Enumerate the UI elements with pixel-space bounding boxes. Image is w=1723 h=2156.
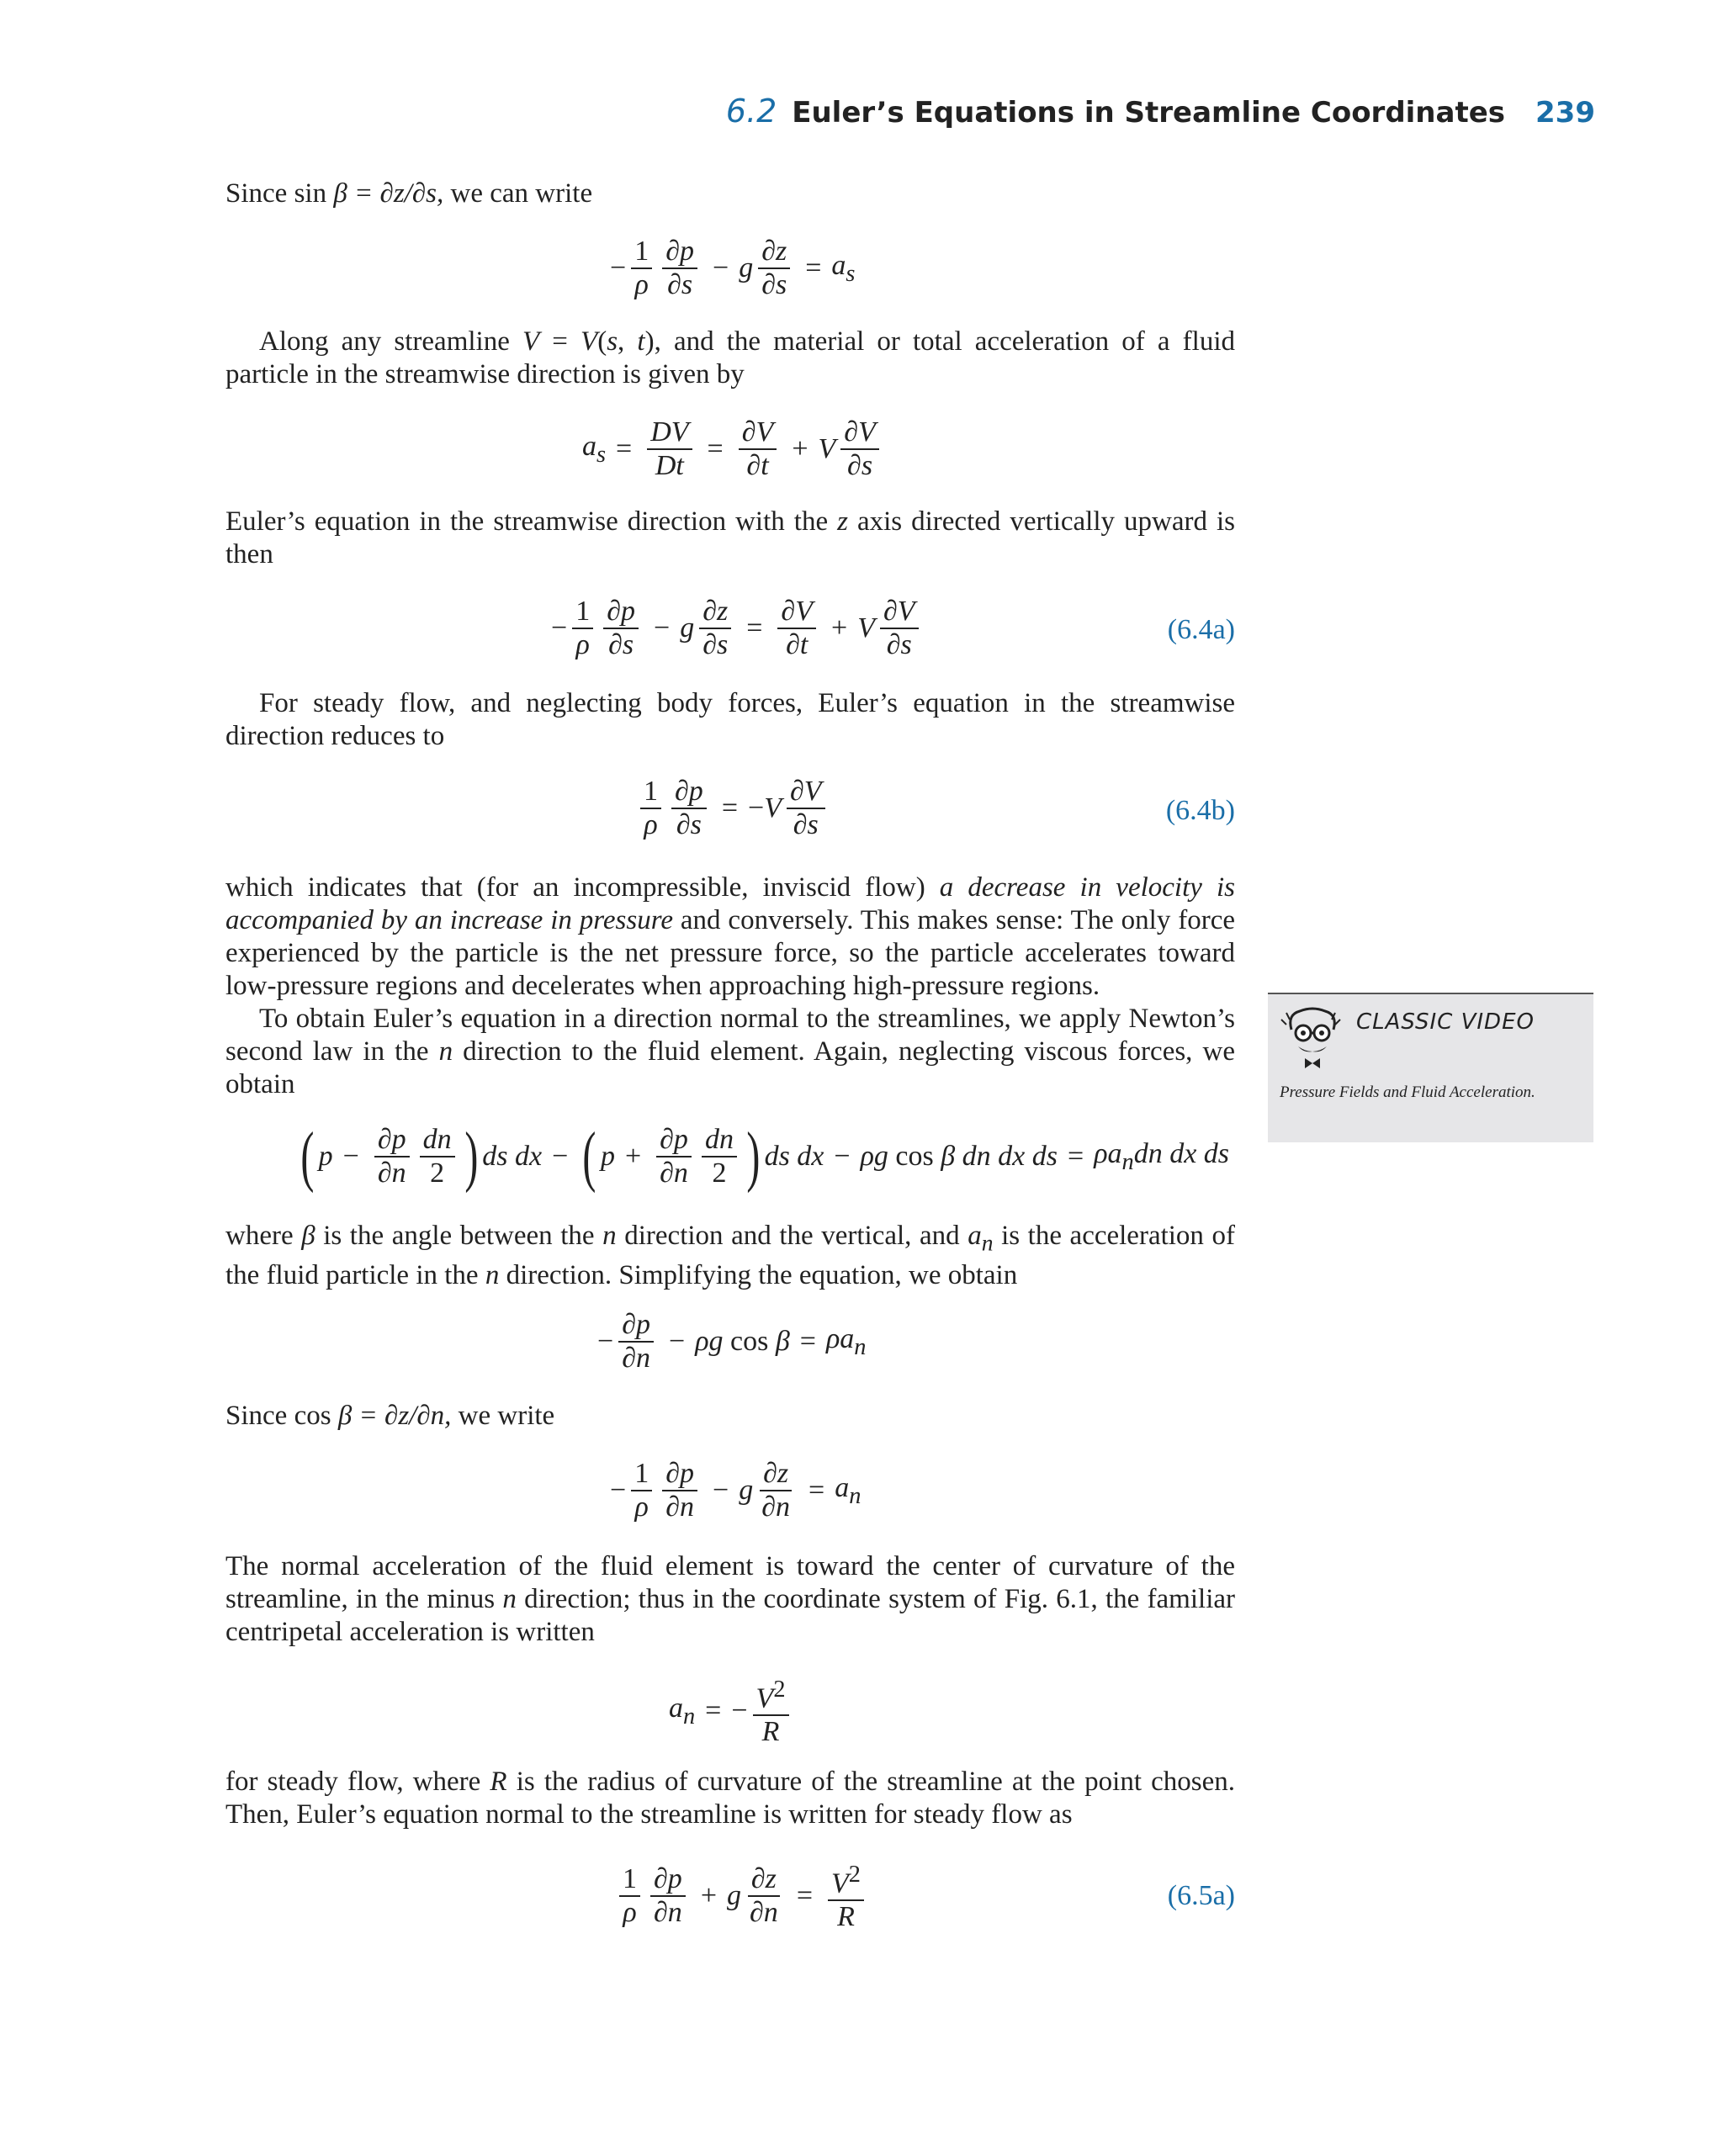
classic-video-sidebar[interactable] [1268, 993, 1593, 1142]
paragraph-where-beta: where β is the angle between the n direction and the vertical, and $a_n$ is the acceleration of the fluid particle in the n direction. Simplifying the equation, we obtain [225, 1221, 1235, 1290]
equation-6-4a: − $\frac{1}{\rho}$ $\frac{\partial p}{\partial s}$ − g $\frac{\partial z}{\partial s}$ = $\frac{\partial V}{\partial t}$ + V $\frac{\partial V}{\partial s}$ [551, 596, 924, 661]
equation-6-4b: $\frac{1}{\rho}$ $\frac{\partial p}{\partial s}$ = − V $\frac{\partial V}{\partial s}$ [635, 776, 830, 841]
paragraph-steady-flow: For steady flow, and neglecting body forces, Euler’s equation in the streamwise direction reduces to [225, 688, 1235, 751]
equation-normal-acceleration: − $\frac{1}{\rho}$ $\frac{\partial p}{\partial n}$ − g $\frac{\partial z}{\partial n}$ = $a_n$ [610, 1458, 862, 1523]
paragraph-normal-direction: To obtain Euler’s equation in a direction normal to the streamlines, we apply Newton’s second law in the n direction to the fluid element. Again, neglecting viscous forces, we obtain [225, 1004, 1235, 1099]
equation-number-6-4b: (6.4b) [1165, 795, 1235, 826]
equation-centripetal: $a_n$ = − $\frac{V^2}{R}$ [669, 1674, 794, 1748]
equation-normal-force-balance: ( p − $\frac{\partial p}{\partial n}$ $\frac{dn}{2}$ ) ds dx − ( p + $\frac{\partial p}{\partial n}$ $\frac{dn}{2}$ ) ds dx − ρg cos β dn dx ds = $\rho a_ndn$ dx ds [300, 1120, 1230, 1194]
paragraph-since-cos: Since cos β = ∂z/∂n, we write [225, 1401, 555, 1431]
paragraph-since-sin: Since sin β = ∂z/∂s, we can write [225, 178, 593, 209]
running-header [726, 93, 1595, 130]
paragraph-euler-streamwise: Euler’s equation in the streamwise direction with the z axis directed vertically upward is then [225, 506, 1235, 569]
paragraph-indicates: which indicates that (for an incompressible, inviscid flow) a decrease in velocity is accompanied by an increase in pressure and conversely. This makes sense: The only force experienced by the particle is the net pressure force, so the particle accelerates toward low-pressure regions and decelerates when approaching high-pressure regions. [225, 872, 1235, 1001]
professor-icon [1275, 1004, 1350, 1072]
sidebar-caption[interactable]: Pressure Fields and Fluid Acceleration. [1280, 1083, 1535, 1101]
equation-streamwise-1: − $\frac{1}{\rho}$ $\frac{\partial p}{\partial s}$ − g $\frac{\partial z}{\partial s}$ = $a_s$ [610, 236, 856, 300]
equation-material-acceleration: $a_s$ = $\frac{DV}{Dt}$ = $\frac{\partial V}{\partial t}$ + V $\frac{\partial V}{\partial s}$ [582, 416, 884, 482]
section-number: 6.2 [725, 93, 777, 130]
section-title: Euler’s Equations in Streamline Coordinates [792, 96, 1506, 130]
paragraph-steady-flow-radius: for steady flow, where R is the radius of curvature of the streamline at the point chosen. Then, Euler’s equation normal to the streamline is written for steady flow as [225, 1767, 1236, 1830]
equation-number-6-4a: (6.4a) [1167, 614, 1235, 645]
paragraph-normal-acceleration: The normal acceleration of the fluid element is toward the center of curvature of the streamline, in the minus n direction; thus in the coordinate system of Fig. 6.1, the familiar centripetal acceleration is written [225, 1551, 1235, 1647]
paragraph-along-streamline: Along any streamline V = V(s, t), and the material or total acceleration of a fluid particle in the streamwise direction is given by [225, 326, 1235, 389]
equation-number-6-5a: (6.5a) [1167, 1880, 1235, 1911]
equation-simplified-normal: − $\frac{\partial p}{\partial n}$ − ρg cos β = $\rho a_n$ [597, 1309, 867, 1374]
sidebar-title: CLASSIC VIDEO [1356, 1009, 1535, 1035]
page-number: 239 [1535, 96, 1595, 130]
equation-6-5a: $\frac{1}{\rho}$ $\frac{\partial p}{\partial n}$ + g $\frac{\partial z}{\partial n}$ = $\frac{V^2}{R}$ [614, 1859, 869, 1933]
